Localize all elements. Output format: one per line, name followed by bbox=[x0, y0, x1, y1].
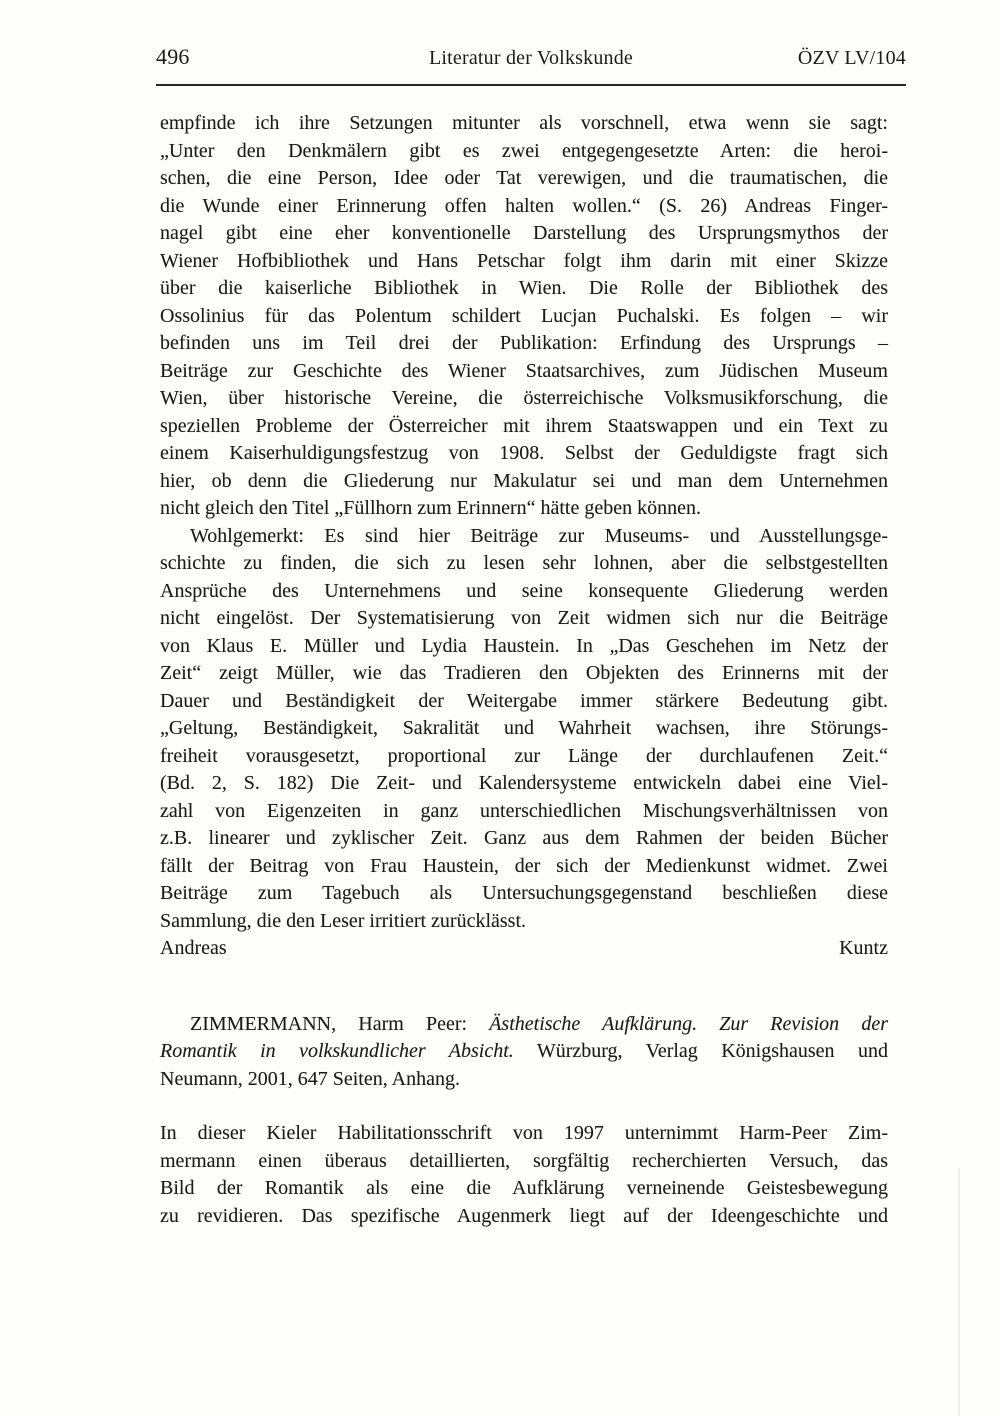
text-line: über die kaiserliche Bibliothek in Wien. Die Rolle der Bibliothek des bbox=[160, 277, 888, 299]
review-paragraphs bbox=[160, 1120, 888, 1230]
running-title: Literatur der Volkskunde bbox=[428, 47, 634, 69]
text-line: Dauer und Beständigkeit der Weitergabe immer stärkere Bedeutung gibt. bbox=[160, 689, 888, 712]
text-line: „Unter den Denkmälern gibt es zwei entgegengesetzte Arten: die heroi- bbox=[160, 139, 888, 162]
text-line bbox=[160, 1011, 888, 1039]
text-line: zahl von Eigenzeiten in ganz unterschiedlichen Mischungsverhältnissen von bbox=[160, 799, 888, 822]
text-line bbox=[160, 1066, 888, 1094]
scan-artifact-line bbox=[958, 1168, 960, 1416]
text-line: schen, die eine Person, Idee oder Tat verewigen, und die traumatischen, die bbox=[160, 167, 888, 189]
text-line: Wien, über historische Vereine, die österreichische Volksmusikforschung, die bbox=[160, 387, 888, 409]
text-line: schichte zu finden, die sich zu lesen sehr lohnen, aber die selbstgestellten bbox=[160, 552, 888, 574]
text-line: fällt der Beitrag von Frau Haustein, der sich der Medienkunst widmet. Zwei bbox=[160, 854, 888, 877]
text-line: In dieser Kieler Habilitationsschrift von 1997 unternimmt Harm-Peer Zim- bbox=[160, 1122, 888, 1144]
page-body bbox=[160, 110, 888, 1230]
text-line: Ansprüche des Unternehmens und seine konsequente Gliederung werden bbox=[160, 579, 888, 602]
text-line: Sammlung, die den Leser irritiert zurücklässt. bbox=[160, 909, 527, 932]
text-line: nicht gleich den Titel „Füllhorn zum Erinnern“ hätte geben können. bbox=[160, 497, 701, 519]
journal-reference: ÖZV LV/104 bbox=[797, 47, 906, 69]
reviewer-signature: Andreas Kuntz bbox=[160, 937, 888, 959]
text-line: speziellen Probleme der Österreicher mit ihrem Staatswappen und ein Text zu bbox=[160, 414, 888, 437]
text-line: nagel gibt eine eher konventionelle Darstellung des Ursprungsmythos der bbox=[160, 222, 888, 244]
book-title-italic: Romantik in volkskundlicher Absicht. bbox=[160, 1040, 514, 1062]
text-line: Ossolinius für das Polentum schildert Lucjan Puchalski. Es folgen – wir bbox=[160, 304, 888, 327]
text-line: (Bd. 2, S. 182) Die Zeit- und Kalendersysteme entwickeln dabei eine Viel- bbox=[160, 772, 888, 794]
review-body-kuntz bbox=[160, 110, 888, 963]
text-line: Wohlgemerkt: Es sind hier Beiträge zur Museums- und Ausstellungsge- bbox=[190, 524, 888, 547]
text-line: Zeit“ zeigt Müller, wie das Tradieren den Objekten des Erinnerns mit der bbox=[160, 662, 888, 684]
text-line: Bild der Romantik als eine die Aufklärung verneinende Geistesbewegung bbox=[160, 1177, 888, 1199]
page-number: 496 bbox=[156, 44, 190, 69]
text-segment: Würzburg, Verlag Königshausen und bbox=[513, 1040, 888, 1062]
text-line: Beiträge zum Tagebuch als Untersuchungsgegenstand beschließen diese bbox=[160, 882, 888, 904]
text-line: z.B. linearer und zyklischer Zeit. Ganz aus dem Rahmen der beiden Bücher bbox=[160, 827, 888, 849]
text-line: Beiträge zur Geschichte des Wiener Staatsarchives, zum Jüdischen Museum bbox=[160, 359, 888, 382]
text-line: „Geltung, Beständigkeit, Sakralität und Wahrheit wachsen, ihre Störungs- bbox=[160, 717, 888, 739]
bibliography-lines bbox=[160, 1011, 888, 1094]
text-line: die Wunde einer Erinnerung offen halten wollen.“ (S. 26) Andreas Finger- bbox=[160, 194, 888, 217]
text-line: hier, ob denn die Gliederung nur Makulatur sei und man dem Unternehmen bbox=[160, 469, 888, 492]
text-segment: Neumann, 2001, 647 Seiten, Anhang. bbox=[160, 1067, 460, 1090]
text-line: Wiener Hofbibliothek und Hans Petschar folgt ihm darin mit einer Skizze bbox=[160, 249, 888, 272]
review-body-zimmermann bbox=[160, 1120, 888, 1230]
header-rule bbox=[156, 84, 906, 86]
text-line: von Klaus E. Müller und Lydia Haustein. In „Das Geschehen im Netz der bbox=[160, 634, 888, 657]
text-line: empfinde ich ihre Setzungen mitunter als vorschnell, etwa wenn sie sagt: bbox=[160, 112, 888, 134]
text-segment: ZIMMERMANN, Harm Peer: bbox=[190, 1012, 490, 1035]
text-line: mermann einen überaus detaillierten, sorgfältig recherchierten Versuch, das bbox=[160, 1149, 888, 1172]
page-header bbox=[156, 44, 906, 70]
book-title-italic: Ästhetische Aufklärung. Zur Revision der bbox=[489, 1012, 888, 1035]
text-line bbox=[160, 1038, 888, 1066]
text-line: befinden uns im Teil drei der Publikation: Erfindung des Ursprungs – bbox=[160, 332, 888, 354]
bibliography-entry-zimmermann bbox=[160, 1011, 888, 1094]
text-line: einem Kaiserhuldigungsfestzug von 1908. Selbst der Geduldigste fragt sich bbox=[160, 442, 888, 464]
text-line: nicht eingelöst. Der Systematisierung von Zeit widmen sich nur die Beiträge bbox=[160, 607, 888, 629]
review-paragraphs bbox=[160, 110, 888, 935]
text-line: freiheit vorausgesetzt, proportional zur Länge der durchlaufenen Zeit.“ bbox=[160, 744, 888, 767]
text-line: zu revidieren. Das spezifische Augenmerk liegt auf der Ideengeschichte und bbox=[160, 1204, 888, 1227]
